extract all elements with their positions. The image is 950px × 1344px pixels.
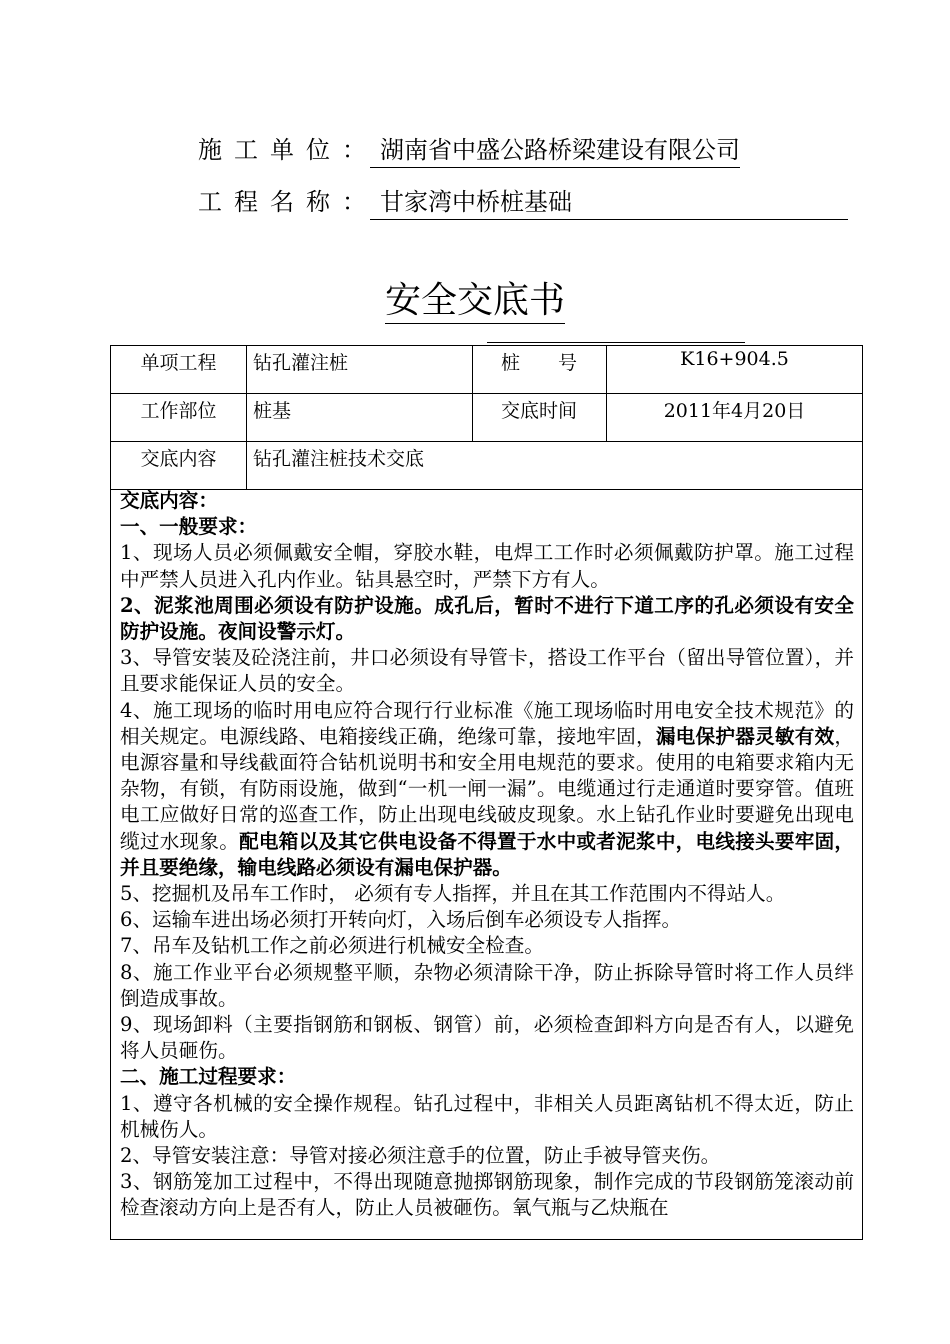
content-box xyxy=(110,488,863,1240)
paragraph: 7、吊车及钻机工作之前必须进行机械安全检查。 xyxy=(120,934,544,958)
briefing-content-label: 交底内容 xyxy=(111,442,247,490)
project-name-line: 工程名称： 甘家湾中桥桩基础 xyxy=(198,182,848,220)
construction-unit-value: 湖南省中盛公路桥梁建设有限公司 xyxy=(370,130,740,168)
text-run-bold: 配电箱以及其它供电设备不得置于水中或者泥浆中，电线接头要牢固，并且要绝缘，输电线路必须设有漏电保护器。 xyxy=(120,829,855,879)
section-1-title: 一、一般要求： xyxy=(120,515,258,539)
section-2-title: 二、施工过程要求： xyxy=(120,1065,297,1089)
construction-unit-line: 施工单位： 湖南省中盛公路桥梁建设有限公司 xyxy=(198,130,740,168)
project-name-value: 甘家湾中桥桩基础 xyxy=(370,182,848,220)
project-name-label: 工程名称 xyxy=(198,188,342,216)
document-title: 安全交底书 xyxy=(0,272,950,323)
paragraph: 3、钢筋笼加工过程中，不得出现随意抛掷钢筋现象，制作完成的节段钢筋笼滚动前检查滚动方向上是否有人，防止人员被砸伤。氧气瓶与乙炔瓶在 xyxy=(120,1170,854,1220)
briefing-time-value: 2011年4月20日 xyxy=(607,394,863,442)
pile-no-value: K16+904.5 xyxy=(607,346,863,394)
text-run-bold: 漏电保护器灵敏有效 xyxy=(655,724,835,748)
work-part-value: 桩基 xyxy=(247,394,473,442)
pile-no-label: 桩 号 xyxy=(473,346,607,394)
paragraph: 9、现场卸料（主要指钢筋和钢板、钢管）前，必须检查卸料方向是否有人，以避免将人员砸伤。 xyxy=(120,1013,854,1063)
content-heading: 交底内容： xyxy=(120,489,218,512)
paragraph: 8、施工作业平台必须规整平顺，杂物必须清除干净，防止拆除导管时将工作人员绊倒造成事故。 xyxy=(120,960,854,1010)
paragraph: 3、导管安装及砼浇注前，井口必须设有导管卡，搭设工作平台（留出导管位置），并且要求能保证人员的安全。 xyxy=(120,646,854,696)
paragraph: 5、挖掘机及吊车工作时， 必须有专人指挥，并且在其工作范围内不得站人。 xyxy=(120,882,786,906)
text-run: 4、施工现场的临时用电应符合现行行业标准《施工现场临时用电安全技术规范》的相关规定。电源线路、电箱接线正确，绝缘可靠，接地牢固， xyxy=(120,698,854,748)
paragraph: 6、运输车进出场必须打开转向灯，入场后倒车必须设专人指挥。 xyxy=(120,908,682,932)
text-run: ，电源容量和导线截面符合钻机说明书和安全用电规范的要求。使用的电箱要求箱内无杂物，有锁，有防雨设施，做到“一机一闸一漏”。电缆通过行走通道时要穿管。值班电工应做好日常的巡查工作，防止出现电线破皮现象。水上钻孔作业时要避免出现电缆过水现象。 xyxy=(120,724,855,853)
content-text xyxy=(111,488,862,1222)
item-value: 钻孔灌注桩 xyxy=(247,346,473,394)
construction-unit-label: 施工单位 xyxy=(198,136,342,164)
briefing-time-label: 交底时间 xyxy=(473,394,607,442)
paragraph-electric xyxy=(120,698,854,881)
work-part-label: 工作部位 xyxy=(111,394,247,442)
table-row xyxy=(111,394,863,442)
title-rule xyxy=(487,342,745,343)
table-row xyxy=(111,346,863,394)
briefing-content-value: 钻孔灌注桩技术交底 xyxy=(247,442,863,490)
table-row xyxy=(111,442,863,490)
info-table xyxy=(110,345,863,490)
item-label: 单项工程 xyxy=(111,346,247,394)
paragraph: 1、现场人员必须佩戴安全帽，穿胶水鞋，电焊工工作时必须佩戴防护罩。施工过程中严禁人员进入孔内作业。钻具悬空时，严禁下方有人。 xyxy=(120,541,854,591)
paragraph: 2、导管安装注意：导管对接必须注意手的位置，防止手被导管夹伤。 xyxy=(120,1144,721,1168)
paragraph: 2、泥浆池周围必须设有防护设施。成孔后，暂时不进行下道工序的孔必须设有安全防护设施。夜间设警示灯。 xyxy=(120,593,854,644)
paragraph: 1、遵守各机械的安全操作规程。钻孔过程中，非相关人员距离钻机不得太近，防止机械伤人。 xyxy=(120,1091,854,1141)
